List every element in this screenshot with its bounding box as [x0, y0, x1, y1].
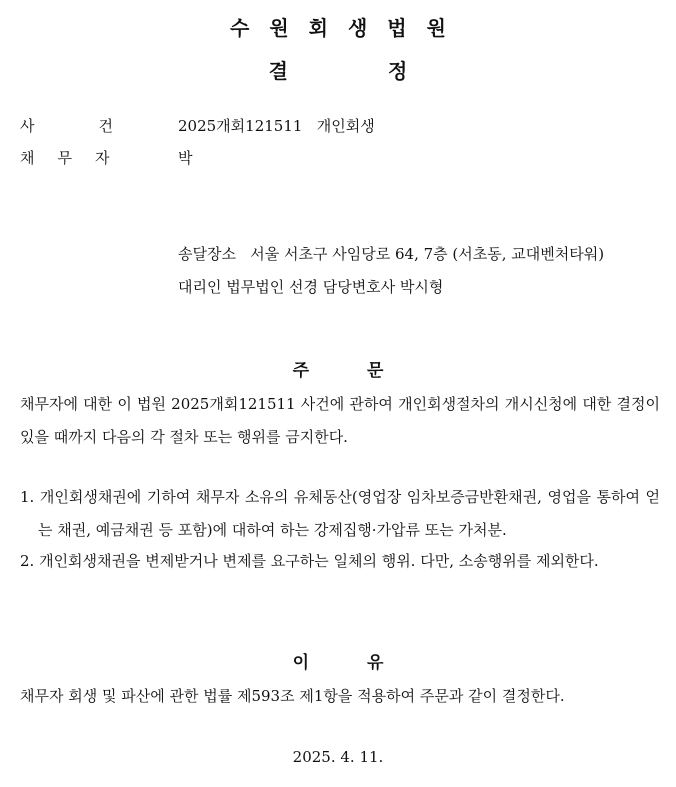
reason-heading-char-2: 유: [367, 653, 384, 673]
case-label-char-1: 사: [20, 117, 35, 135]
order-heading-char-2: 문: [367, 361, 384, 381]
order-heading-char-1: 주: [292, 361, 309, 381]
court-name: 수원회생법원: [230, 16, 466, 40]
order-intro: 채무자에 대한 이 법원 2025개회121511 사건에 관하여 개인회생절차의 개시신청에 대한 결정이 있을 때까지 다음의 각 절차 또는 행위를 금지한다.: [20, 395, 660, 446]
delivery-address: 송달장소 서울 서초구 사임당로 64, 7층 (서초동, 교대벤처타워): [178, 245, 605, 263]
debtor-label-char-2: 무: [57, 149, 72, 167]
document-type-char-1: 결: [268, 59, 288, 83]
document-type-title: [0, 55, 676, 84]
reason-heading: [0, 648, 676, 673]
legal-agent: 대리인 법무법인 선경 담당변호사 박시형: [178, 278, 444, 296]
case-label: [20, 115, 113, 136]
debtor-name: 박: [178, 149, 193, 167]
order-item-1: 1. 개인회생채권에 기하여 채무자 소유의 유체동산(영업장 임차보증금반환채권, 영업을 통하여 얻는 채권, 예금채권 등 포함)에 대하여 하는 강제집행·가압류 또는 가처분.: [20, 488, 660, 539]
debtor-label: [20, 147, 110, 168]
reason-heading-char-1: 이: [292, 653, 309, 673]
case-number: 2025개회121511 개인회생: [178, 117, 375, 135]
order-item-2: 2. 개인회생채권을 변제받거나 변제를 요구하는 일체의 행위. 다만, 소송행위를 제외한다.: [20, 552, 599, 570]
debtor-label-char-1: 채: [20, 149, 35, 167]
order-heading: [0, 356, 676, 381]
decision-date: 2025. 4. 11.: [292, 748, 384, 766]
reason-text: 채무자 회생 및 파산에 관한 법률 제593조 제1항을 적용하여 주문과 같이 결정한다.: [20, 687, 565, 705]
case-label-char-2: 건: [98, 117, 113, 135]
document-type-char-2: 정: [388, 59, 408, 83]
debtor-label-char-3: 자: [95, 149, 110, 167]
